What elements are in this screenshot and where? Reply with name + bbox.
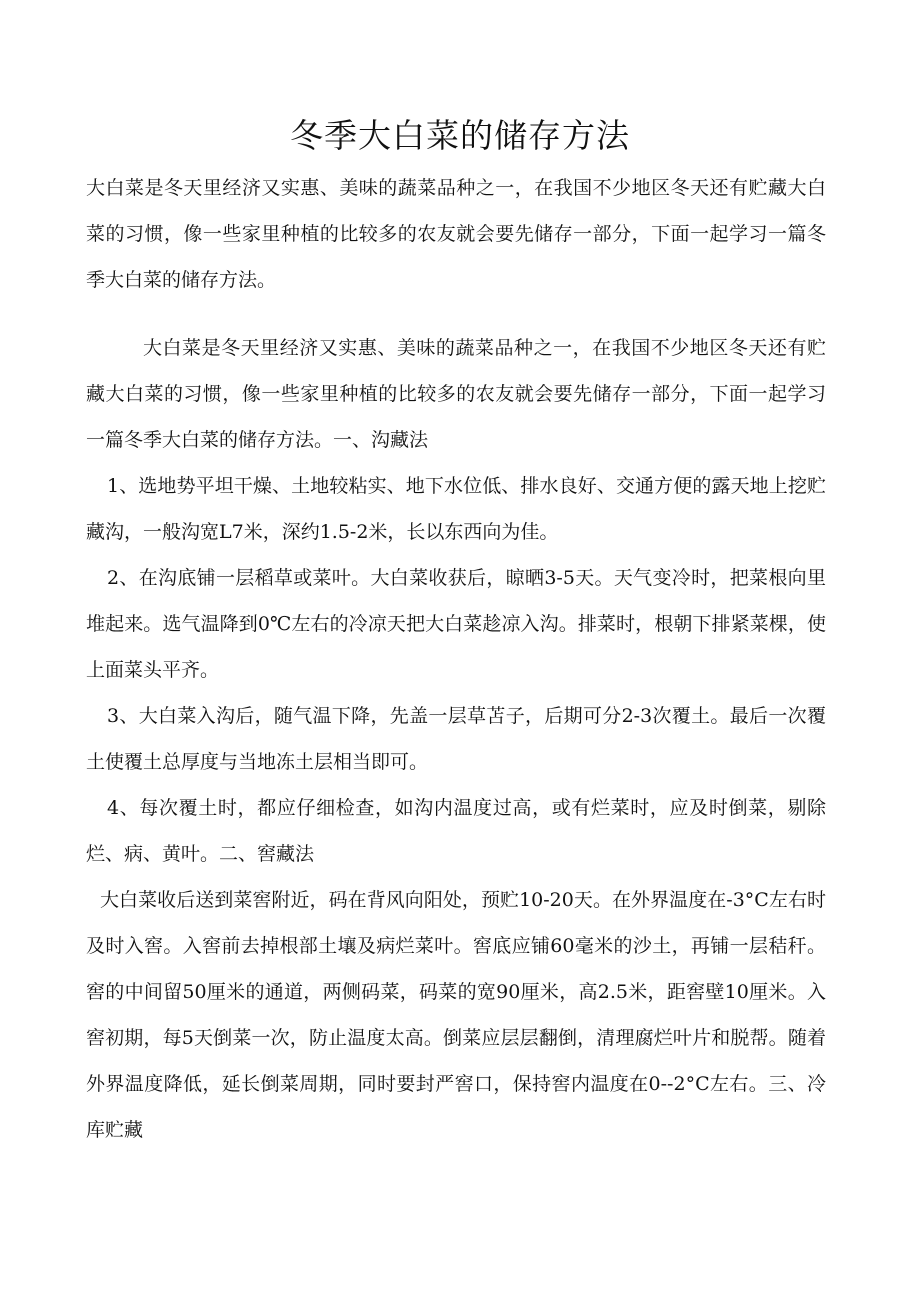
paragraph-step-3: 3、大白菜入沟后，随气温下降，先盖一层草苫子，后期可分2-3次覆土。最后一次覆土使覆土总厚度与当地冻土层相当即可。	[86, 705, 826, 773]
paragraph-step-2: 2、在沟底铺一层稻草或菜叶。大白菜收获后，晾晒3-5天。天气变冷时，把菜根向里堆起来。选气温降到0℃左右的冷凉天把大白菜趁凉入沟。排菜时，根朝下排紧菜棵，使上面菜头平齐。	[86, 567, 826, 681]
document-body	[86, 165, 826, 1153]
paragraph-step-4: 4、每次覆土时，都应仔细检查，如沟内温度过高，或有烂菜时，应及时倒菜，剔除烂、病、黄叶。二、窖藏法	[86, 797, 826, 865]
document-title: 冬季大白菜的储存方法	[290, 116, 630, 155]
paragraph-cellar-storage: 大白菜收后送到菜窖附近，码在背风向阳处，预贮10-20天。在外界温度在-3°C左右时及时入窖。入窖前去掉根部土壤及病烂菜叶。窖底应铺60毫米的沙土，再铺一层秸秆。窖的中间留50厘米的通道，两侧码菜，码菜的宽90厘米，高2.5米，距窖壁10厘米。入窖初期，每5天倒菜一次，防止温度太高。倒菜应层层翻倒，清理腐烂叶片和脱帮。随着外界温度降低，延长倒菜周期，同时要封严窖口，保持窖内温度在0--2°C左右。三、冷库贮藏	[86, 889, 826, 1141]
paragraph-step-1: 1、选地势平坦干燥、土地较粘实、地下水位低、排水良好、交通方便的露天地上挖贮藏沟，一般沟宽L7米，深约1.5-2米，长以东西向为佳。	[86, 475, 826, 543]
paragraph-repeat-intro: 大白菜是冬天里经济又实惠、美味的蔬菜品种之一，在我国不少地区冬天还有贮藏大白菜的习惯，像一些家里种植的比较多的农友就会要先储存一部分，下面一起学习一篇冬季大白菜的储存方法。一、沟藏法	[86, 337, 826, 451]
intro-paragraph: 大白菜是冬天里经济又实惠、美味的蔬菜品种之一，在我国不少地区冬天还有贮藏大白菜的习惯，像一些家里种植的比较多的农友就会要先储存一部分，下面一起学习一篇冬季大白菜的储存方法。	[86, 177, 826, 291]
